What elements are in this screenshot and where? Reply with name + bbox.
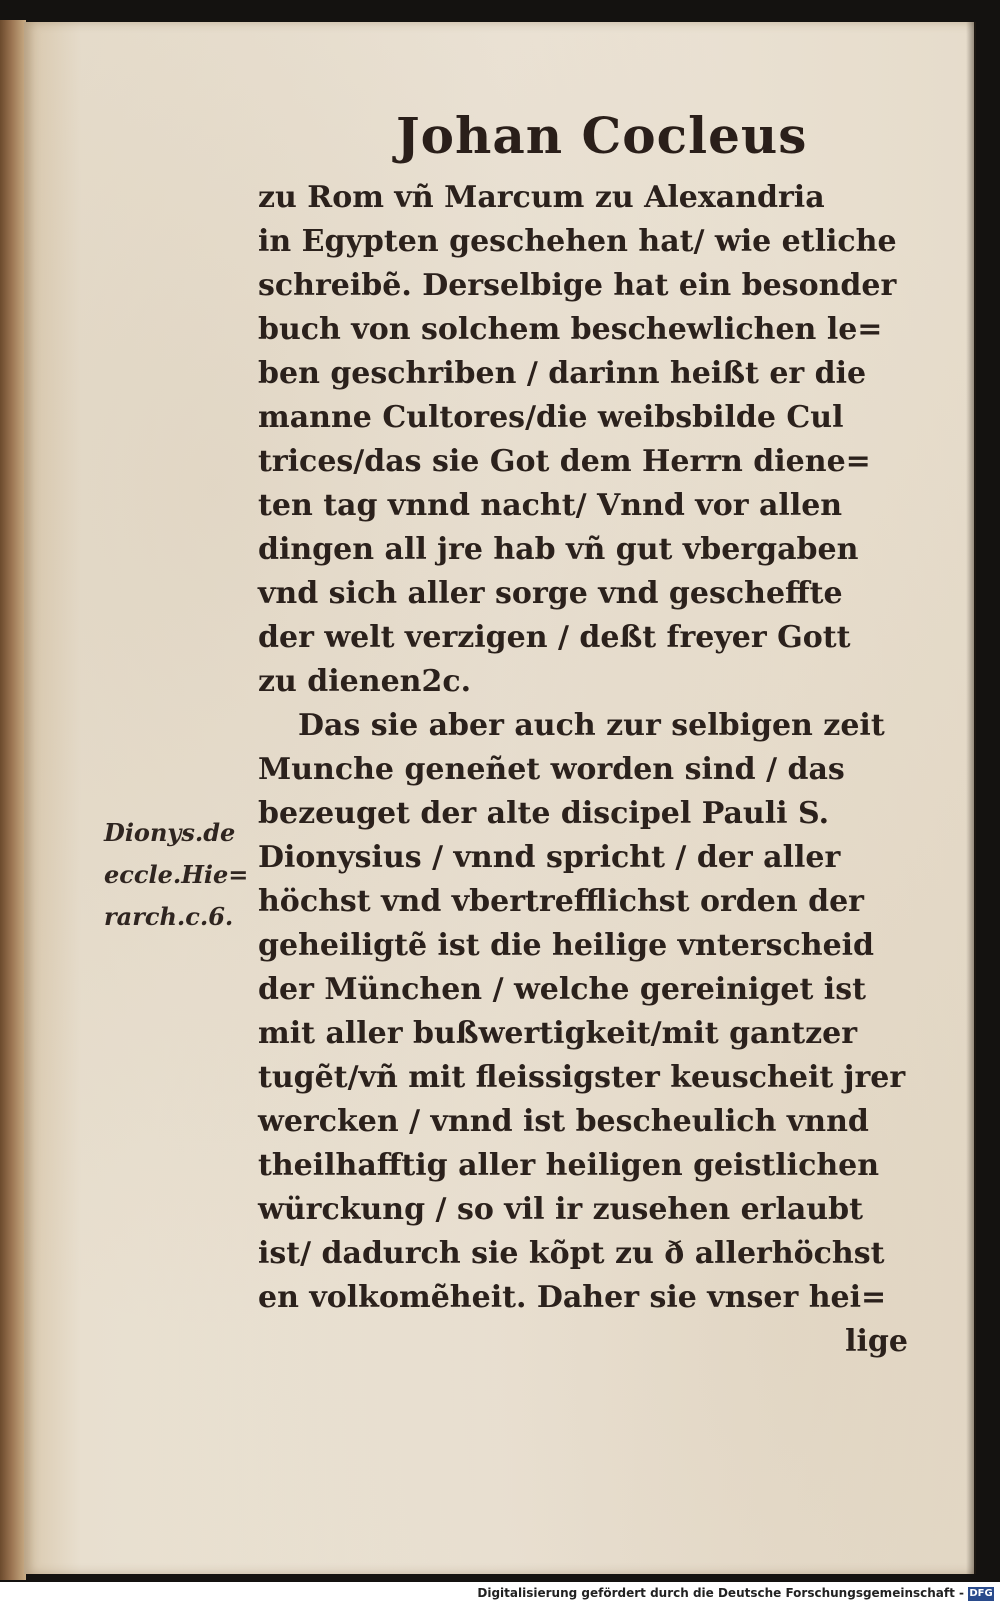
digitization-credit: Digitalisierung gefördert durch die Deutsche Forschungsgemeinschaft - (477, 1586, 964, 1600)
text-line: ben geschriben / darinn heißt er die (258, 356, 867, 391)
text-line: mit aller bußwertigkeit/mit gantzer (258, 1016, 858, 1051)
text-line: en volkomẽheit. Daher sie vnser hei= (258, 1280, 887, 1315)
body-text (258, 176, 908, 1364)
text-line: manne Cultores/die weibsbilde Cul (258, 400, 844, 435)
text-line: bezeuget der alte discipel Pauli S. (258, 796, 830, 831)
marginal-citation (104, 812, 264, 938)
margin-note-line: eccle.Hie= (104, 860, 249, 889)
text-line: lige (845, 1324, 908, 1359)
text-line: zu Rom vñ Marcum zu Alexandria (258, 180, 825, 215)
margin-note-line: rarch.c.6. (104, 902, 234, 931)
text-line: wercken / vnnd ist bescheulich vnnd (258, 1104, 869, 1139)
footer-bar (0, 1582, 1000, 1608)
text-line: geheiligtẽ ist die heilige vnterscheid (258, 928, 875, 963)
text-line: zu dienen2c. (258, 664, 472, 699)
margin-note-line: Dionys.de (104, 818, 236, 847)
text-line: Munche geneñet worden sind / das (258, 752, 845, 787)
text-line: schreibẽ. Derselbige hat ein besonder (258, 268, 897, 303)
text-line: ist/ dadurch sie kõpt zu ð allerhöchst (258, 1236, 885, 1271)
text-line: höchst vnd vbertrefflichst orden der (258, 884, 864, 919)
text-line: der welt verzigen / deßt freyer Gott (258, 620, 851, 655)
text-line: in Egypten geschehen hat/ wie etliche (258, 224, 897, 259)
text-line: dingen all jre hab vñ gut vbergaben (258, 532, 859, 567)
page-gutter-shadow (966, 22, 976, 1574)
text-line: buch von solchem beschewlichen le= (258, 312, 883, 347)
text-line: würckung / so vil ir zusehen erlaubt (258, 1192, 863, 1227)
text-line: trices/das sie Got dem Herrn diene= (258, 444, 871, 479)
book-edge (0, 20, 26, 1580)
text-line: der München / welche gereiniget ist (258, 972, 866, 1007)
dfg-logo: DFG (969, 1588, 993, 1599)
text-line: ten tag vnnd nacht/ Vnnd vor allen (258, 488, 843, 523)
text-line: theilhafftig aller heiligen geistlichen (258, 1148, 880, 1183)
text-line: tugẽt/vñ mit fleissigster keuscheit jrer (258, 1060, 906, 1095)
text-line: Dionysius / vnnd spricht / der aller (258, 840, 841, 875)
text-line: vnd sich aller sorge vnd gescheffte (258, 576, 843, 611)
running-head: Johan Cocleus (396, 106, 808, 165)
text-line: Das sie aber auch zur selbigen zeit (298, 708, 885, 743)
